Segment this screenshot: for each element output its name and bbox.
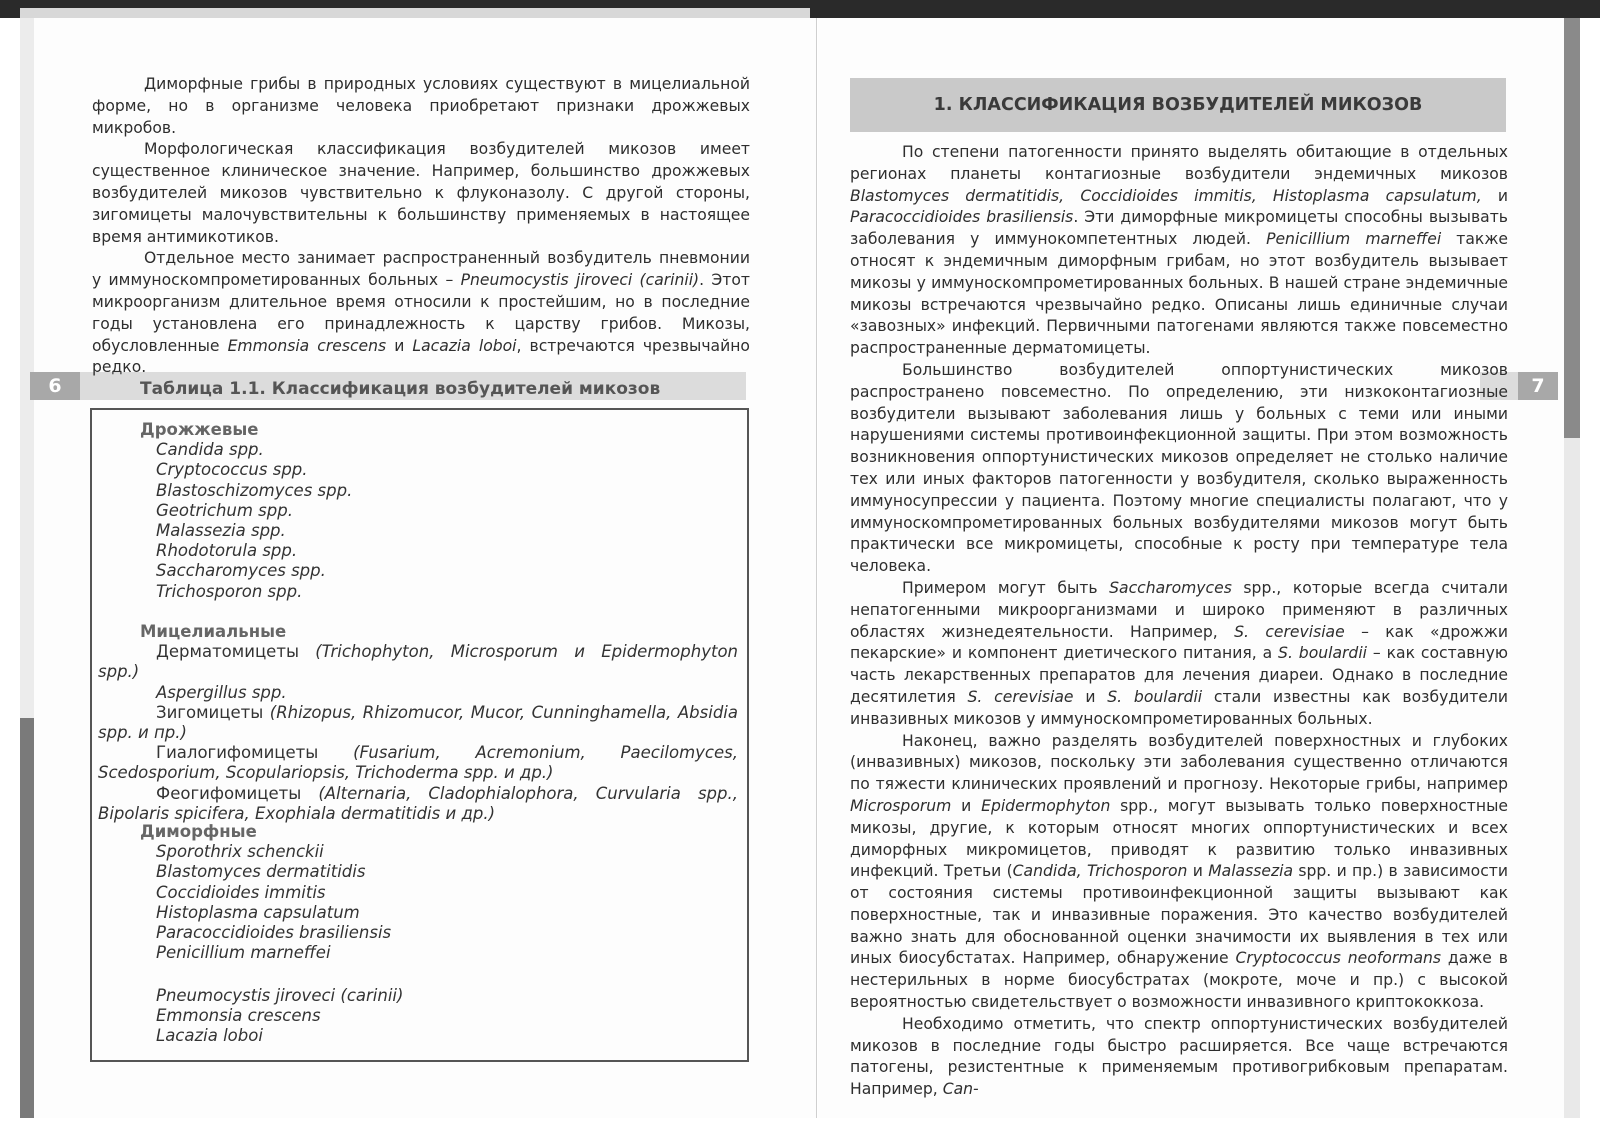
- paragraph: Наконец, важно разделять возбудителей поверхностных и глубоких (инвазивных) микозов, поскольку эти заболевания существенно отличаются по тяжести клинических проявлений и прогнозу. Некоторые грибы, например Microsporum и Epidermophyton spp., могут вызывать только поверхностные микозы, другие, к которым относят многих оппортунистических и всех диморфных микромицетов, приводят к развитию только инвазивных инфекций. Третьи (Candida, Trichosporon и Malassezia spp. и пр.) в зависимости от состояния системы противоинфекционной защиты вызывают как поверхностные, так и инвазивные поражения. Это качество возбудителей важно знать для обоснованной оценки значимости их выявления в тех или иных биосубстатах. Например, обнаружение Cryptococcus neoformans даже в нестерильных в норме биосубстратах (мокроте, моче и пр.) с высокой вероятностью свидетельствует о возможности инвазивного криптококкоза.: [850, 731, 1508, 1012]
- other-list: [140, 986, 403, 1047]
- page-number-right: 7: [1518, 372, 1558, 400]
- list-item: Зигомицеты (Rhizopus, Rhizomucor, Mucor, Cunninghamella, Absidia spp. и пр.): [98, 702, 738, 743]
- other-group: [140, 986, 403, 1047]
- yeast-group-title: Дрожжевые: [140, 420, 259, 439]
- list-item: Pneumocystis jiroveci (carinii): [156, 986, 404, 1005]
- dimorphic-group-title: Диморфные: [140, 822, 257, 841]
- right-body-text: [850, 142, 1508, 1101]
- list-item: Trichosporon spp.: [156, 581, 303, 601]
- paragraph: Необходимо отметить, что спектр оппортунистических возбудителей микозов в последние годы быстро расширяется. Все чаще встречаются патогены, резистентные к применяемым противогрибковым препаратам. Например, Can-: [850, 1014, 1508, 1099]
- list-item: Geotrichum spp.: [156, 500, 293, 520]
- list-item: Emmonsia crescens: [156, 1006, 321, 1026]
- yeast-list: [140, 440, 352, 602]
- mycelial-group-title: Мицелиальные: [140, 622, 287, 641]
- paragraph: Примером могут быть Saccharomyces spp., которые всегда считали непатогенными микроорганизмами и широко применяют в различных областях жизнедеятельности. Например, S. cerevisiae – как «дрожжи пекарские» и компонент диетического питания, а S. boulardii – как составную часть лекарственных препаратов для лечения диареи. Однако в последние десятилетия S. cerevisiae и S. boulardii стали известны как возбудители инвазивных микозов у иммуноскомпрометированных больных.: [850, 578, 1508, 728]
- classification-table: [90, 408, 749, 1062]
- paragraph: Отдельное место занимает распространенный возбудитель пневмонии у иммуноскомпрометированных больных – Pneumocystis jiroveci (carinii). Этот микроорганизм длительное время относили к простейшим, но в последние годы установлена его принадлежность к царству грибов. Микозы, обусловленные Emmonsia crescens и Lacazia loboi, встречаются чрезвычайно редко.: [92, 249, 751, 377]
- list-item: Rhodotorula spp.: [156, 541, 298, 561]
- list-item: Candida spp.: [156, 440, 264, 460]
- list-item: Saccharomyces spp.: [156, 561, 326, 581]
- right-page-edge-shadow: [1564, 18, 1580, 438]
- list-item: Феогифомицеты (Alternaria, Cladophialophora, Curvularia spp., Bipolaris spicifera, Exophiala dermatitidis и др.): [98, 783, 738, 823]
- list-item: Aspergillus spp.: [156, 682, 287, 702]
- list-item: Гиалогифомицеты (Fusarium, Acremonium, Paecilomyces, Scedosporium, Scopulariopsis, Trichoderma spp. и др.): [98, 743, 738, 783]
- list-item: Blastoschizomyces spp.: [156, 480, 353, 500]
- list-item: Lacazia loboi: [156, 1026, 263, 1046]
- page-number-left: 6: [30, 372, 80, 400]
- list-item: Coccidioides immitis: [156, 882, 326, 902]
- list-item: Histoplasma capsulatum: [156, 902, 360, 922]
- yeast-group: [140, 420, 352, 602]
- dimorphic-list: [140, 842, 391, 963]
- list-item: Penicillium marneffei: [156, 943, 331, 963]
- left-page-edge-shadow: [20, 718, 34, 1118]
- list-item: Дерматомицеты (Trichophyton, Microsporum и Epidermophyton spp.): [98, 642, 738, 682]
- list-item: Blastomyces dermatitidis: [156, 862, 366, 882]
- list-item: Cryptococcus spp.: [156, 460, 308, 480]
- paragraph: Диморфные грибы в природных условиях существуют в мицелиальной форме, но в организме человека приобретают признаки дрожжевых микробов.: [92, 75, 750, 137]
- mycelial-group: [98, 622, 738, 824]
- list-item: Sporothrix schenckii: [156, 842, 324, 862]
- table-title: Таблица 1.1. Классификация возбудителей микозов: [140, 379, 661, 399]
- mycelial-list: [98, 642, 738, 824]
- list-item: Paracoccidioides brasiliensis: [156, 923, 392, 943]
- list-item: Malassezia spp.: [156, 521, 286, 541]
- scan-top-edge-light: [20, 8, 810, 18]
- paragraph: Морфологическая классификация возбудителей микозов имеет существенное клиническое значение. Например, большинство дрожжевых возбудителей микозов чувствительно к флуконазолу. С другой стороны, зигомицеты малочувствительны к большинству применяемых в настоящее время антимикотиков.: [92, 140, 750, 246]
- paragraph: По степени патогенности принято выделять обитающие в отдельных регионах планеты контагиозные возбудители эндемичных микозов Blastomyces dermatitidis, Coccidioides immitis, Histoplasma capsulatum, и Paracoccidioides brasiliensis. Эти диморфные микромицеты способны вызывать заболевания у иммунокомпетентных людей. Penicillium marneffei также относят к эндемичным диморфным грибам, но этот возбудитель вызывает микозы у иммуноскомпрометированных больных. В нашей стране эндемичные микозы встречаются чрезвычайно редко. Описаны лишь единичные случаи «завозных» инфекций. Первичными патогенами являются также повсеместно распространенные дерматомицеты.: [850, 143, 1509, 358]
- paragraph: Большинство возбудителей оппортунистических микозов распространено повсеместно. По определению, эти низкоконтагиозные возбудители вызывают заболевания лишь у больных с теми или иными нарушениями системы противоинфекционной защиты. При этом возможность возникновения оппортунистических микозов определяет не столько наличие тех или иных факторов патогенности у возбудителя, сколько выраженность иммуносупрессии у пациента. Поэтому многие специалисты полагают, что у иммуноскомпрометированных больных возбудителями микозов могут быть практически все микромицеты, способные к росту при температуре тела человека.: [850, 360, 1508, 576]
- dimorphic-group: [140, 822, 391, 963]
- section-title: 1. КЛАССИФИКАЦИЯ ВОЗБУДИТЕЛЕЙ МИКОЗОВ: [850, 78, 1506, 132]
- left-body-text: [92, 74, 750, 379]
